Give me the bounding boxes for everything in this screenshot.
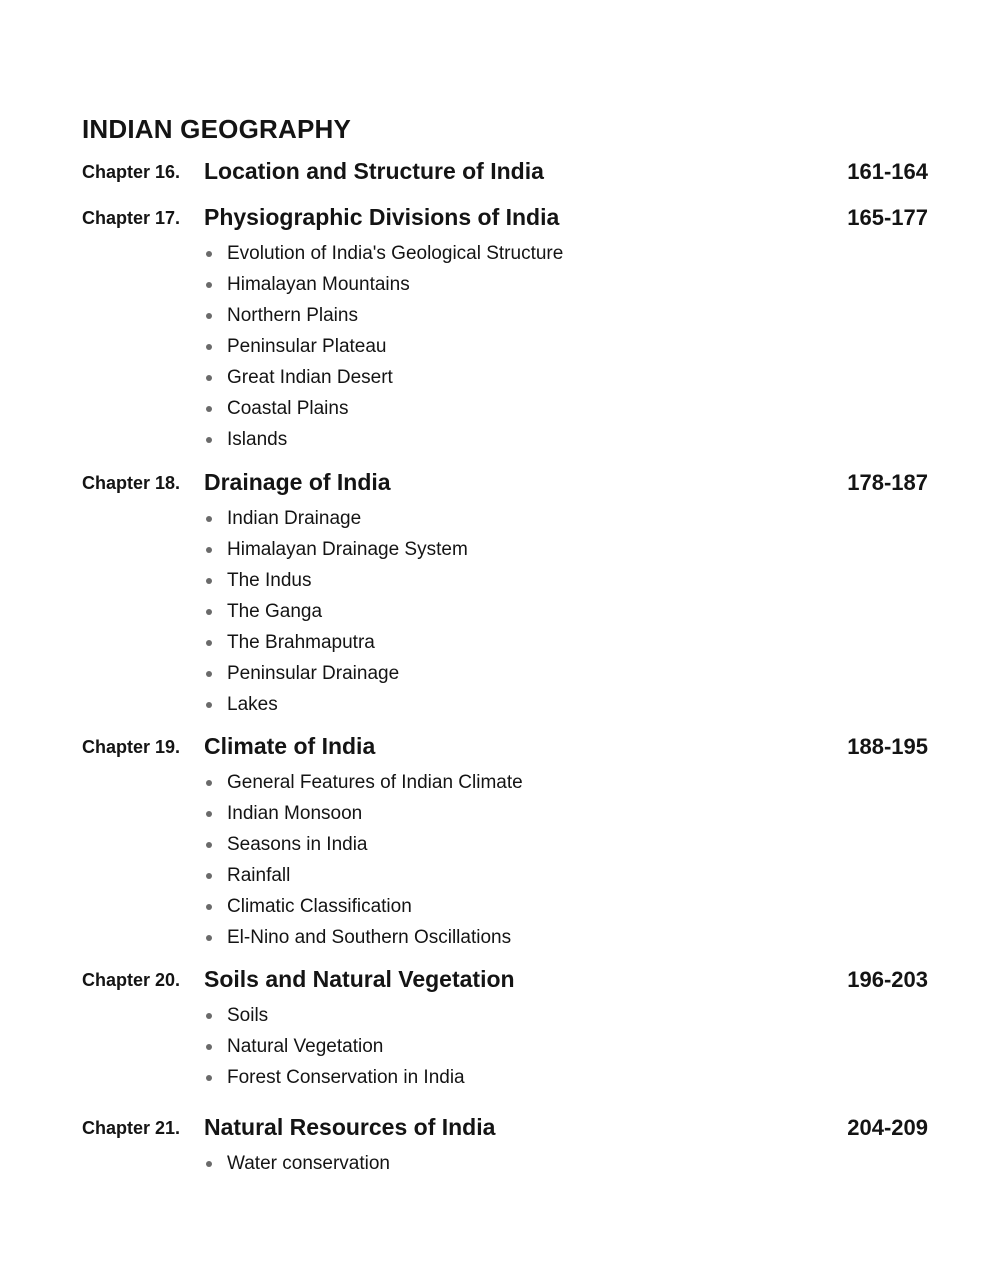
- topic-text: Peninsular Plateau: [227, 336, 387, 357]
- topic-item: [204, 534, 468, 565]
- chapter-label: Chapter 19.: [82, 737, 181, 757]
- topic-item: [204, 767, 523, 798]
- bullet-icon: [206, 811, 212, 817]
- topic-text: The Brahmaputra: [227, 632, 375, 653]
- bullet-icon: [206, 671, 212, 677]
- topic-text: The Ganga: [227, 601, 323, 622]
- topic-item: [204, 627, 468, 658]
- chapter-pages: 165-177: [847, 205, 928, 230]
- topic-text: El-Nino and Southern Oscillations: [227, 927, 512, 948]
- bullet-icon: [206, 1161, 212, 1167]
- chapter-pages: 188-195: [847, 734, 928, 759]
- chapter-pages: 204-209: [847, 1115, 928, 1140]
- bullet-icon: [206, 375, 212, 381]
- bullet-icon: [206, 251, 212, 257]
- bullet-icon: [206, 935, 212, 941]
- bullet-icon: [206, 578, 212, 584]
- topic-item: [204, 424, 563, 455]
- topic-list: [204, 767, 523, 953]
- chapter-label: Chapter 21.: [82, 1118, 181, 1138]
- topic-text: Climatic Classification: [227, 896, 412, 917]
- topic-item: [204, 1031, 465, 1062]
- topic-text: Soils: [227, 1005, 269, 1026]
- section-title: INDIAN GEOGRAPHY: [82, 114, 352, 144]
- topic-item: [204, 565, 468, 596]
- topic-item: [204, 596, 468, 627]
- topic-item: [204, 1062, 465, 1093]
- topic-text: Indian Drainage: [227, 508, 362, 529]
- topic-text: Evolution of India's Geological Structure: [227, 243, 564, 264]
- bullet-icon: [206, 547, 212, 553]
- topic-item: [204, 503, 468, 534]
- topic-item: [204, 798, 523, 829]
- topic-text: Great Indian Desert: [227, 367, 393, 388]
- bullet-icon: [206, 702, 212, 708]
- chapter-label: Chapter 16.: [82, 162, 181, 182]
- topic-text: General Features of Indian Climate: [227, 772, 523, 793]
- bullet-icon: [206, 313, 212, 319]
- topic-text: Lakes: [227, 694, 278, 715]
- bullet-icon: [206, 437, 212, 443]
- chapter-title: Drainage of India: [204, 469, 391, 495]
- topic-item: [204, 300, 563, 331]
- topic-text: Coastal Plains: [227, 398, 349, 419]
- topic-item: [204, 269, 563, 300]
- topic-item: [204, 891, 523, 922]
- topic-item: [204, 362, 563, 393]
- bullet-icon: [206, 609, 212, 615]
- bullet-icon: [206, 406, 212, 412]
- topic-item: [204, 393, 563, 424]
- bullet-icon: [206, 344, 212, 350]
- chapter-title: Climate of India: [204, 733, 376, 759]
- chapter-pages: 161-164: [847, 159, 928, 184]
- bullet-icon: [206, 516, 212, 522]
- chapter-label: Chapter 20.: [82, 970, 181, 990]
- bullet-icon: [206, 282, 212, 288]
- chapter-title: Natural Resources of India: [204, 1114, 496, 1140]
- topic-text: Peninsular Drainage: [227, 663, 400, 684]
- bullet-icon: [206, 904, 212, 910]
- topic-list: [204, 503, 468, 720]
- topic-list: [204, 238, 563, 455]
- topic-item: [204, 331, 563, 362]
- chapter-pages: 196-203: [847, 967, 928, 992]
- bullet-icon: [206, 1075, 212, 1081]
- bullet-icon: [206, 1013, 212, 1019]
- bullet-icon: [206, 1044, 212, 1050]
- topic-item: [204, 1148, 390, 1179]
- bullet-icon: [206, 640, 212, 646]
- topic-text: Water conservation: [227, 1153, 390, 1174]
- topic-text: Indian Monsoon: [227, 803, 363, 824]
- topic-text: Himalayan Drainage System: [227, 539, 468, 560]
- topic-item: [204, 860, 523, 891]
- chapter-title: Soils and Natural Vegetation: [204, 966, 515, 992]
- bullet-icon: [206, 842, 212, 848]
- topic-item: [204, 238, 563, 269]
- chapter-label: Chapter 17.: [82, 208, 181, 228]
- topic-text: Natural Vegetation: [227, 1036, 384, 1057]
- topic-text: Himalayan Mountains: [227, 274, 410, 295]
- topic-item: [204, 922, 523, 953]
- bullet-icon: [206, 873, 212, 879]
- topic-text: The Indus: [227, 570, 312, 591]
- topic-item: [204, 1000, 465, 1031]
- topic-item: [204, 829, 523, 860]
- topic-text: Islands: [227, 429, 288, 450]
- topic-item: [204, 689, 468, 720]
- topic-text: Rainfall: [227, 865, 291, 886]
- topic-list: [204, 1000, 465, 1093]
- chapter-label: Chapter 18.: [82, 473, 181, 493]
- bullet-icon: [206, 780, 212, 786]
- topic-text: Forest Conservation in India: [227, 1067, 465, 1088]
- topic-text: Seasons in India: [227, 834, 368, 855]
- chapter-title: Physiographic Divisions of India: [204, 204, 560, 230]
- topic-text: Northern Plains: [227, 305, 358, 326]
- chapter-title: Location and Structure of India: [204, 158, 544, 184]
- topic-list: [204, 1148, 390, 1179]
- topic-item: [204, 658, 468, 689]
- chapter-pages: 178-187: [847, 470, 928, 495]
